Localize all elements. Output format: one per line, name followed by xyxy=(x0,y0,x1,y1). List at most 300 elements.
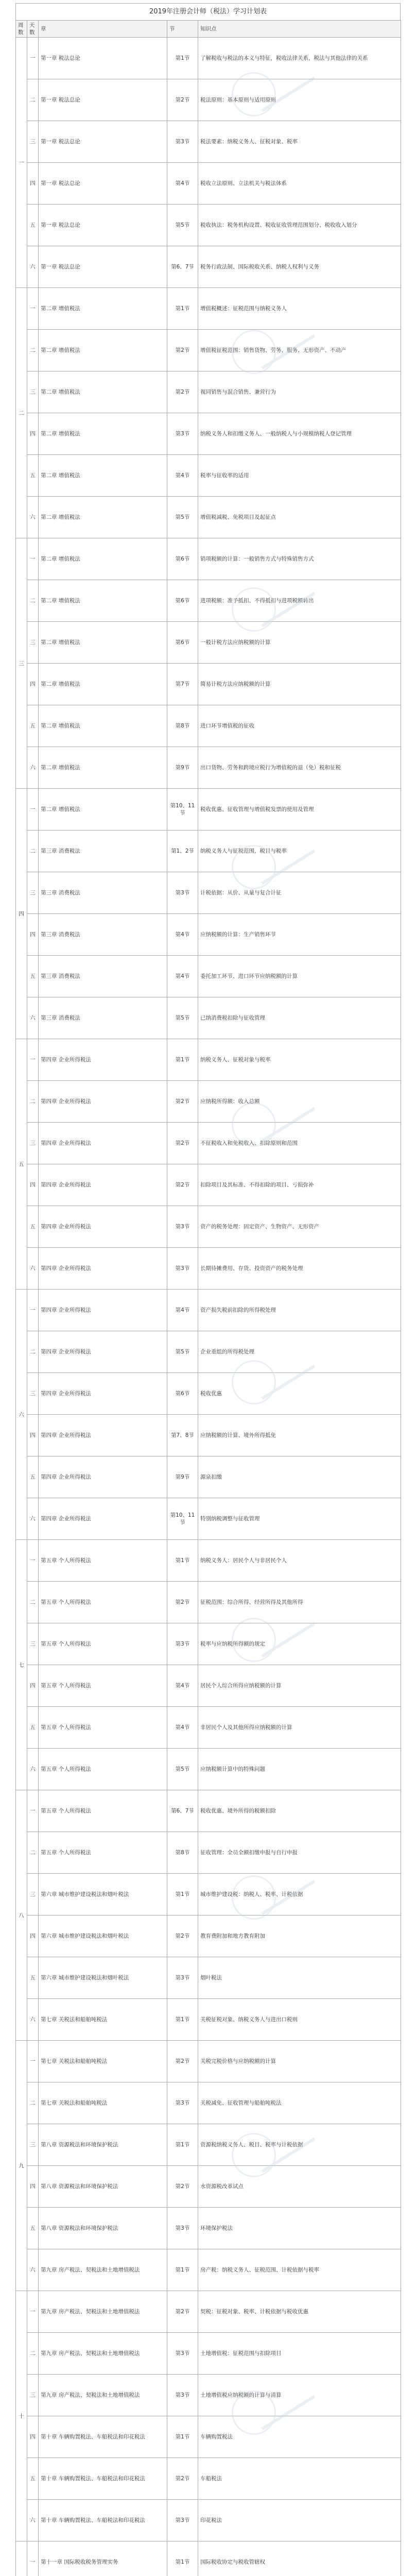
chapter-cell: 第四章 企业所得税法 xyxy=(39,1164,167,1206)
chapter-cell: 第一章 税法总论 xyxy=(39,205,167,246)
table-row xyxy=(16,1916,401,1957)
table-row xyxy=(16,580,401,622)
table-row xyxy=(16,622,401,664)
knowledge-cell: 征收管理：全员全额扣缴申报与自行申报 xyxy=(198,1832,401,1874)
day-cell: 三 xyxy=(27,1623,39,1665)
day-cell: 四 xyxy=(27,1415,39,1456)
week-cell: 六 xyxy=(16,1290,27,1540)
section-cell: 第3节 xyxy=(167,121,198,163)
header-section: 节 xyxy=(167,21,198,38)
section-cell: 第5节 xyxy=(167,205,198,246)
chapter-cell: 第六章 城市维护建设税法和烟叶税法 xyxy=(39,1916,167,1957)
knowledge-cell: 税收执法：税务机构设置、税收征收管理范围划分、税收收入划分 xyxy=(198,205,401,246)
section-cell: 第3节 xyxy=(167,2208,198,2249)
table-row xyxy=(16,2041,401,2082)
knowledge-cell: 纳税义务人与征税范围，税目与税率 xyxy=(198,831,401,872)
header-day: 天数 xyxy=(27,21,39,38)
table-row xyxy=(16,914,401,956)
chapter-cell: 第一章 税法总论 xyxy=(39,79,167,121)
knowledge-cell: 征税范围：综合所得、经营所得及其他所得 xyxy=(198,1582,401,1623)
table-row xyxy=(16,872,401,914)
day-cell: 六 xyxy=(27,1248,39,1290)
chapter-cell: 第二章 增值税法 xyxy=(39,413,167,455)
knowledge-cell: 资源税纳税义务人、税目、税率与计税依据 xyxy=(198,2124,401,2166)
day-cell: 二 xyxy=(27,1582,39,1623)
section-cell: 第10、11节 xyxy=(167,1498,198,1540)
day-cell: 二 xyxy=(27,2333,39,2375)
chapter-cell: 第二章 增值税法 xyxy=(39,371,167,413)
table-row xyxy=(16,956,401,997)
day-cell: 三 xyxy=(27,622,39,664)
study-plan-table xyxy=(15,20,401,2576)
chapter-cell: 第五章 个人所得税法 xyxy=(39,1707,167,1749)
day-cell: 三 xyxy=(27,872,39,914)
table-row xyxy=(16,2416,401,2458)
week-cell: 三 xyxy=(16,538,27,789)
day-cell: 五 xyxy=(27,1957,39,1999)
day-cell: 一 xyxy=(27,1290,39,1331)
knowledge-cell: 应纳税额计算中的特殊问题 xyxy=(198,1749,401,1790)
chapter-cell: 第四章 企业所得税法 xyxy=(39,1373,167,1415)
day-cell: 五 xyxy=(27,205,39,246)
table-row xyxy=(16,2291,401,2333)
section-cell: 第3节 xyxy=(167,1957,198,1999)
section-cell: 第9节 xyxy=(167,747,198,789)
week-cell: 八 xyxy=(16,1790,27,2041)
week-cell: 四 xyxy=(16,789,27,1039)
chapter-cell: 第五章 个人所得税法 xyxy=(39,1832,167,1874)
knowledge-cell: 进口环节增值税的征收 xyxy=(198,705,401,747)
section-cell: 第3节 xyxy=(167,872,198,914)
knowledge-cell: 关税减免、征收管理与船舶吨税法 xyxy=(198,2082,401,2124)
chapter-cell: 第九章 房产税法、契税法和土地增值税法 xyxy=(39,2375,167,2416)
chapter-cell: 第九章 房产税法、契税法和土地增值税法 xyxy=(39,2333,167,2375)
table-body xyxy=(16,38,401,2576)
header-knowledge: 知识点 xyxy=(198,21,401,38)
table-row xyxy=(16,2500,401,2541)
chapter-cell: 第三章 消费税法 xyxy=(39,914,167,956)
table-row xyxy=(16,455,401,497)
section-cell: 第6、7节 xyxy=(167,246,198,288)
day-cell: 一 xyxy=(27,789,39,831)
day-cell: 一 xyxy=(27,1540,39,1582)
table-row xyxy=(16,2375,401,2416)
section-cell: 第1节 xyxy=(167,2124,198,2166)
table-row xyxy=(16,1248,401,1290)
section-cell: 第1节 xyxy=(167,1039,198,1081)
chapter-cell: 第一章 税法总论 xyxy=(39,121,167,163)
chapter-cell: 第十章 车辆购置税法、车船税法和印花税法 xyxy=(39,2416,167,2458)
table-row xyxy=(16,2082,401,2124)
table-row xyxy=(16,1832,401,1874)
section-cell: 第1节 xyxy=(167,2541,198,2576)
header-chapter: 章 xyxy=(39,21,167,38)
section-cell: 第4节 xyxy=(167,455,198,497)
knowledge-cell: 增值税征税范围：销售货物、劳务、服务、无形资产、不动产 xyxy=(198,330,401,371)
chapter-cell: 第八章 资源税法和环境保护税法 xyxy=(39,2208,167,2249)
week-cell: 九 xyxy=(16,2041,27,2291)
knowledge-cell: 税率与征收率的适用 xyxy=(198,455,401,497)
day-cell: 五 xyxy=(27,2208,39,2249)
knowledge-cell: 关税征税对象、纳税义务人与进出口税则 xyxy=(198,1999,401,2041)
section-cell: 第5节 xyxy=(167,1331,198,1373)
knowledge-cell: 税收优惠 xyxy=(198,1373,401,1415)
chapter-cell: 第十一章 国际税收税务管理实务 xyxy=(39,2541,167,2576)
chapter-cell: 第二章 增值税法 xyxy=(39,455,167,497)
table-row xyxy=(16,413,401,455)
knowledge-cell: 计税依据：从价、从量与复合计征 xyxy=(198,872,401,914)
section-cell: 第1节 xyxy=(167,1874,198,1916)
day-cell: 一 xyxy=(27,538,39,580)
knowledge-cell: 税务行政法制、国际税收关系、纳税人权利与义务 xyxy=(198,246,401,288)
day-cell: 三 xyxy=(27,1874,39,1916)
chapter-cell: 第三章 消费税法 xyxy=(39,956,167,997)
section-cell: 第2节 xyxy=(167,2041,198,2082)
chapter-cell: 第九章 房产税法、契税法和土地增值税法 xyxy=(39,2249,167,2291)
day-cell: 五 xyxy=(27,455,39,497)
section-cell: 第3节 xyxy=(167,1248,198,1290)
table-row xyxy=(16,1623,401,1665)
knowledge-cell: 进项税额：准予抵扣、不得抵扣与进项税额转出 xyxy=(198,580,401,622)
day-cell: 六 xyxy=(27,246,39,288)
knowledge-cell: 扣除项目及其标准、不得扣除的项目、亏损弥补 xyxy=(198,1164,401,1206)
knowledge-cell: 土地增值税：征税范围与扣除项目 xyxy=(198,2333,401,2375)
table-row xyxy=(16,789,401,831)
table-row xyxy=(16,2166,401,2208)
chapter-cell: 第四章 企业所得税法 xyxy=(39,1039,167,1081)
chapter-cell: 第四章 企业所得税法 xyxy=(39,1206,167,1248)
day-cell: 四 xyxy=(27,914,39,956)
day-cell: 六 xyxy=(27,2500,39,2541)
table-row xyxy=(16,1290,401,1331)
knowledge-cell: 资产损失税前扣除的所得税处理 xyxy=(198,1290,401,1331)
knowledge-cell: 增值税减税、免税项目及起征点 xyxy=(198,497,401,538)
chapter-cell: 第四章 企业所得税法 xyxy=(39,1081,167,1123)
day-cell: 五 xyxy=(27,2458,39,2500)
table-header-row xyxy=(16,21,401,38)
chapter-cell: 第四章 企业所得税法 xyxy=(39,1456,167,1498)
chapter-cell: 第四章 企业所得税法 xyxy=(39,1498,167,1540)
day-cell: 四 xyxy=(27,163,39,205)
section-cell: 第6节 xyxy=(167,580,198,622)
knowledge-cell: 纳税义务人和扣缴义务人、一般纳税人与小规模纳税人登记管理 xyxy=(198,413,401,455)
chapter-cell: 第五章 个人所得税法 xyxy=(39,1623,167,1665)
day-cell: 五 xyxy=(27,705,39,747)
chapter-cell: 第十章 车辆购置税法、车船税法和印花税法 xyxy=(39,2500,167,2541)
day-cell: 三 xyxy=(27,371,39,413)
knowledge-cell: 源泉扣缴 xyxy=(198,1456,401,1498)
week-cell: 十 xyxy=(16,2291,27,2541)
chapter-cell: 第七章 关税法和船舶吨税法 xyxy=(39,1999,167,2041)
day-cell: 六 xyxy=(27,497,39,538)
chapter-cell: 第一章 税法总论 xyxy=(39,38,167,79)
section-cell: 第5节 xyxy=(167,497,198,538)
knowledge-cell: 烟叶税法 xyxy=(198,1957,401,1999)
day-cell: 二 xyxy=(27,1832,39,1874)
chapter-cell: 第三章 消费税法 xyxy=(39,997,167,1039)
day-cell: 六 xyxy=(27,1749,39,1790)
table-row xyxy=(16,1749,401,1790)
table-row xyxy=(16,205,401,246)
chapter-cell: 第五章 个人所得税法 xyxy=(39,1749,167,1790)
day-cell: 三 xyxy=(27,2375,39,2416)
knowledge-cell: 教育费附加和地方教育附加 xyxy=(198,1916,401,1957)
section-cell: 第2节 xyxy=(167,2291,198,2333)
section-cell: 第6节 xyxy=(167,538,198,580)
chapter-cell: 第五章 个人所得税法 xyxy=(39,1665,167,1707)
page-title: 2019年注册会计师（税法）学习计划表 xyxy=(15,3,401,20)
week-cell: 一 xyxy=(16,38,27,288)
table-row xyxy=(16,1331,401,1373)
knowledge-cell: 税法原则：基本原则与适用原则 xyxy=(198,79,401,121)
table-row xyxy=(16,1498,401,1540)
day-cell: 一 xyxy=(27,2041,39,2082)
day-cell: 二 xyxy=(27,580,39,622)
knowledge-cell: 销项税额的计算：一般销售方式与特殊销售方式 xyxy=(198,538,401,580)
knowledge-cell: 土地增值税应纳税额的计算与清算 xyxy=(198,2375,401,2416)
day-cell: 三 xyxy=(27,1373,39,1415)
knowledge-cell: 国际税收协定与税收管辖权 xyxy=(198,2541,401,2576)
table-row xyxy=(16,664,401,705)
day-cell: 二 xyxy=(27,2082,39,2124)
section-cell: 第3节 xyxy=(167,2082,198,2124)
knowledge-cell: 不征税收入和免税收入、扣除原则和范围 xyxy=(198,1123,401,1164)
study-plan-sheet xyxy=(15,3,401,2576)
chapter-cell: 第五章 个人所得税法 xyxy=(39,1790,167,1832)
knowledge-cell: 税收优惠、境外所得的税额扣除 xyxy=(198,1790,401,1832)
knowledge-cell: 房产税：纳税义务人、征税范围、计税依据与税率 xyxy=(198,2249,401,2291)
chapter-cell: 第六章 城市维护建设税法和烟叶税法 xyxy=(39,1874,167,1916)
knowledge-cell: 委托加工环节、进口环节应纳税额的计算 xyxy=(198,956,401,997)
table-row xyxy=(16,497,401,538)
chapter-cell: 第五章 个人所得税法 xyxy=(39,1540,167,1582)
chapter-cell: 第八章 资源税法和环境保护税法 xyxy=(39,2166,167,2208)
knowledge-cell: 印花税法 xyxy=(198,2500,401,2541)
day-cell: 四 xyxy=(27,2416,39,2458)
section-cell: 第1节 xyxy=(167,38,198,79)
day-cell: 五 xyxy=(27,956,39,997)
knowledge-cell: 关税完税价格与应纳税额的计算 xyxy=(198,2041,401,2082)
table-row xyxy=(16,1957,401,1999)
knowledge-cell: 纳税义务人、征税对象与税率 xyxy=(198,1039,401,1081)
section-cell: 第10、11节 xyxy=(167,789,198,831)
day-cell: 四 xyxy=(27,2166,39,2208)
day-cell: 一 xyxy=(27,288,39,330)
week-cell: 二 xyxy=(16,288,27,538)
table-row xyxy=(16,997,401,1039)
table-row xyxy=(16,1164,401,1206)
day-cell: 四 xyxy=(27,1164,39,1206)
section-cell: 第2节 xyxy=(167,2166,198,2208)
table-row xyxy=(16,1081,401,1123)
table-row xyxy=(16,1373,401,1415)
section-cell: 第3节 xyxy=(167,2333,198,2375)
chapter-cell: 第二章 增值税法 xyxy=(39,497,167,538)
chapter-cell: 第二章 增值税法 xyxy=(39,330,167,371)
section-cell: 第7、8节 xyxy=(167,1415,198,1456)
section-cell: 第3节 xyxy=(167,413,198,455)
chapter-cell: 第三章 消费税法 xyxy=(39,872,167,914)
knowledge-cell: 资产的税务处理：固定资产、生物资产、无形资产 xyxy=(198,1206,401,1248)
section-cell: 第3节 xyxy=(167,1206,198,1248)
section-cell: 第1节 xyxy=(167,1999,198,2041)
chapter-cell: 第二章 增值税法 xyxy=(39,664,167,705)
day-cell: 六 xyxy=(27,747,39,789)
knowledge-cell: 了解税收与税法的本义与特征，税收法律关系，税法与其他法律的关系 xyxy=(198,38,401,79)
chapter-cell: 第十章 车辆购置税法、车船税法和印花税法 xyxy=(39,2458,167,2500)
chapter-cell: 第四章 企业所得税法 xyxy=(39,1290,167,1331)
chapter-cell: 第二章 增值税法 xyxy=(39,705,167,747)
knowledge-cell: 城市维护建设税：纳税人、税率、计税依据 xyxy=(198,1874,401,1916)
knowledge-cell: 车辆购置税法 xyxy=(198,2416,401,2458)
day-cell: 二 xyxy=(27,330,39,371)
table-row xyxy=(16,371,401,413)
section-cell: 第6节 xyxy=(167,622,198,664)
week-cell: 七 xyxy=(16,1540,27,1790)
table-row xyxy=(16,1039,401,1081)
table-row xyxy=(16,2124,401,2166)
chapter-cell: 第七章 关税法和船舶吨税法 xyxy=(39,2082,167,2124)
day-cell: 一 xyxy=(27,1039,39,1081)
knowledge-cell: 契税：征税对象、税率、计税依据与税收优惠 xyxy=(198,2291,401,2333)
table-row xyxy=(16,2458,401,2500)
knowledge-cell: 应纳税额的计算：生产销售环节 xyxy=(198,914,401,956)
section-cell: 第3节 xyxy=(167,2375,198,2416)
chapter-cell: 第七章 关税法和船舶吨税法 xyxy=(39,2041,167,2082)
table-row xyxy=(16,2249,401,2291)
chapter-cell: 第二章 增值税法 xyxy=(39,580,167,622)
day-cell: 五 xyxy=(27,1206,39,1248)
knowledge-cell: 纳税义务人：居民个人与非居民个人 xyxy=(198,1540,401,1582)
knowledge-cell: 已纳消费税扣除与征收管理 xyxy=(198,997,401,1039)
chapter-cell: 第二章 增值税法 xyxy=(39,622,167,664)
day-cell: 五 xyxy=(27,1707,39,1749)
chapter-cell: 第六章 城市维护建设税法和烟叶税法 xyxy=(39,1957,167,1999)
table-row xyxy=(16,1874,401,1916)
day-cell: 四 xyxy=(27,664,39,705)
knowledge-cell: 应纳税所得额：收入总额 xyxy=(198,1081,401,1123)
table-row xyxy=(16,2333,401,2375)
section-cell: 第4节 xyxy=(167,1290,198,1331)
chapter-cell: 第一章 税法总论 xyxy=(39,163,167,205)
table-row xyxy=(16,288,401,330)
table-row xyxy=(16,2541,401,2576)
section-cell: 第4节 xyxy=(167,1665,198,1707)
section-cell: 第1、2节 xyxy=(167,831,198,872)
table-row xyxy=(16,1415,401,1456)
knowledge-cell: 环境保护税法 xyxy=(198,2208,401,2249)
section-cell: 第2节 xyxy=(167,2458,198,2500)
chapter-cell: 第一章 税法总论 xyxy=(39,246,167,288)
day-cell: 二 xyxy=(27,831,39,872)
knowledge-cell: 税率与应纳税所得额的规定 xyxy=(198,1623,401,1665)
header-week: 周数 xyxy=(16,21,27,38)
table-row xyxy=(16,1999,401,2041)
table-row xyxy=(16,1123,401,1164)
chapter-cell: 第四章 企业所得税法 xyxy=(39,1248,167,1290)
table-row xyxy=(16,747,401,789)
table-row xyxy=(16,1790,401,1832)
day-cell: 五 xyxy=(27,1456,39,1498)
day-cell: 三 xyxy=(27,1123,39,1164)
chapter-cell: 第二章 增值税法 xyxy=(39,538,167,580)
table-row xyxy=(16,705,401,747)
section-cell: 第2节 xyxy=(167,330,198,371)
day-cell: 一 xyxy=(27,38,39,79)
table-row xyxy=(16,2208,401,2249)
section-cell: 第6、7节 xyxy=(167,1790,198,1832)
day-cell: 四 xyxy=(27,413,39,455)
knowledge-cell: 简易计税方法应纳税额的计算 xyxy=(198,664,401,705)
section-cell: 第4节 xyxy=(167,956,198,997)
table-row xyxy=(16,79,401,121)
day-cell: 一 xyxy=(27,1790,39,1832)
day-cell: 三 xyxy=(27,2124,39,2166)
day-cell: 六 xyxy=(27,997,39,1039)
section-cell: 第4节 xyxy=(167,914,198,956)
day-cell: 二 xyxy=(27,1331,39,1373)
day-cell: 一 xyxy=(27,2541,39,2576)
day-cell: 四 xyxy=(27,1916,39,1957)
knowledge-cell: 非居民个人及其他所得应纳税额的计算 xyxy=(198,1707,401,1749)
chapter-cell: 第五章 个人所得税法 xyxy=(39,1582,167,1623)
table-row xyxy=(16,1206,401,1248)
knowledge-cell: 税收立法原则、立法机关与税法体系 xyxy=(198,163,401,205)
week-cell: 五 xyxy=(16,1039,27,1290)
chapter-cell: 第二章 增值税法 xyxy=(39,288,167,330)
knowledge-cell: 税法要素：纳税义务人、征税对象、税率 xyxy=(198,121,401,163)
knowledge-cell: 长期待摊费用、存货、投资资产的税务处理 xyxy=(198,1248,401,1290)
section-cell: 第4节 xyxy=(167,163,198,205)
day-cell: 二 xyxy=(27,79,39,121)
section-cell: 第4节 xyxy=(167,1707,198,1749)
chapter-cell: 第二章 增值税法 xyxy=(39,747,167,789)
table-row xyxy=(16,163,401,205)
section-cell: 第2节 xyxy=(167,1916,198,1957)
section-cell: 第2节 xyxy=(167,1123,198,1164)
day-cell: 二 xyxy=(27,1081,39,1123)
section-cell: 第5节 xyxy=(167,1749,198,1790)
table-row xyxy=(16,1540,401,1582)
section-cell: 第6节 xyxy=(167,1373,198,1415)
table-row xyxy=(16,246,401,288)
section-cell: 第1节 xyxy=(167,2249,198,2291)
chapter-cell: 第八章 资源税法和环境保护税法 xyxy=(39,2124,167,2166)
week-cell xyxy=(16,2541,27,2576)
chapter-cell: 第三章 消费税法 xyxy=(39,831,167,872)
section-cell: 第2节 xyxy=(167,1081,198,1123)
section-cell: 第5节 xyxy=(167,997,198,1039)
chapter-cell: 第二章 增值税法 xyxy=(39,789,167,831)
knowledge-cell: 居民个人综合所得应纳税额的计算 xyxy=(198,1665,401,1707)
table-row xyxy=(16,1582,401,1623)
table-row xyxy=(16,538,401,580)
day-cell: 六 xyxy=(27,1999,39,2041)
table-row xyxy=(16,121,401,163)
table-row xyxy=(16,330,401,371)
section-cell: 第2节 xyxy=(167,79,198,121)
day-cell: 四 xyxy=(27,1665,39,1707)
knowledge-cell: 水资源税改革试点 xyxy=(198,2166,401,2208)
chapter-cell: 第四章 企业所得税法 xyxy=(39,1123,167,1164)
section-cell: 第3节 xyxy=(167,1623,198,1665)
section-cell: 第1节 xyxy=(167,2416,198,2458)
table-row xyxy=(16,1456,401,1498)
section-cell: 第7节 xyxy=(167,664,198,705)
section-cell: 第2节 xyxy=(167,1164,198,1206)
table-row xyxy=(16,1665,401,1707)
day-cell: 六 xyxy=(27,2249,39,2291)
